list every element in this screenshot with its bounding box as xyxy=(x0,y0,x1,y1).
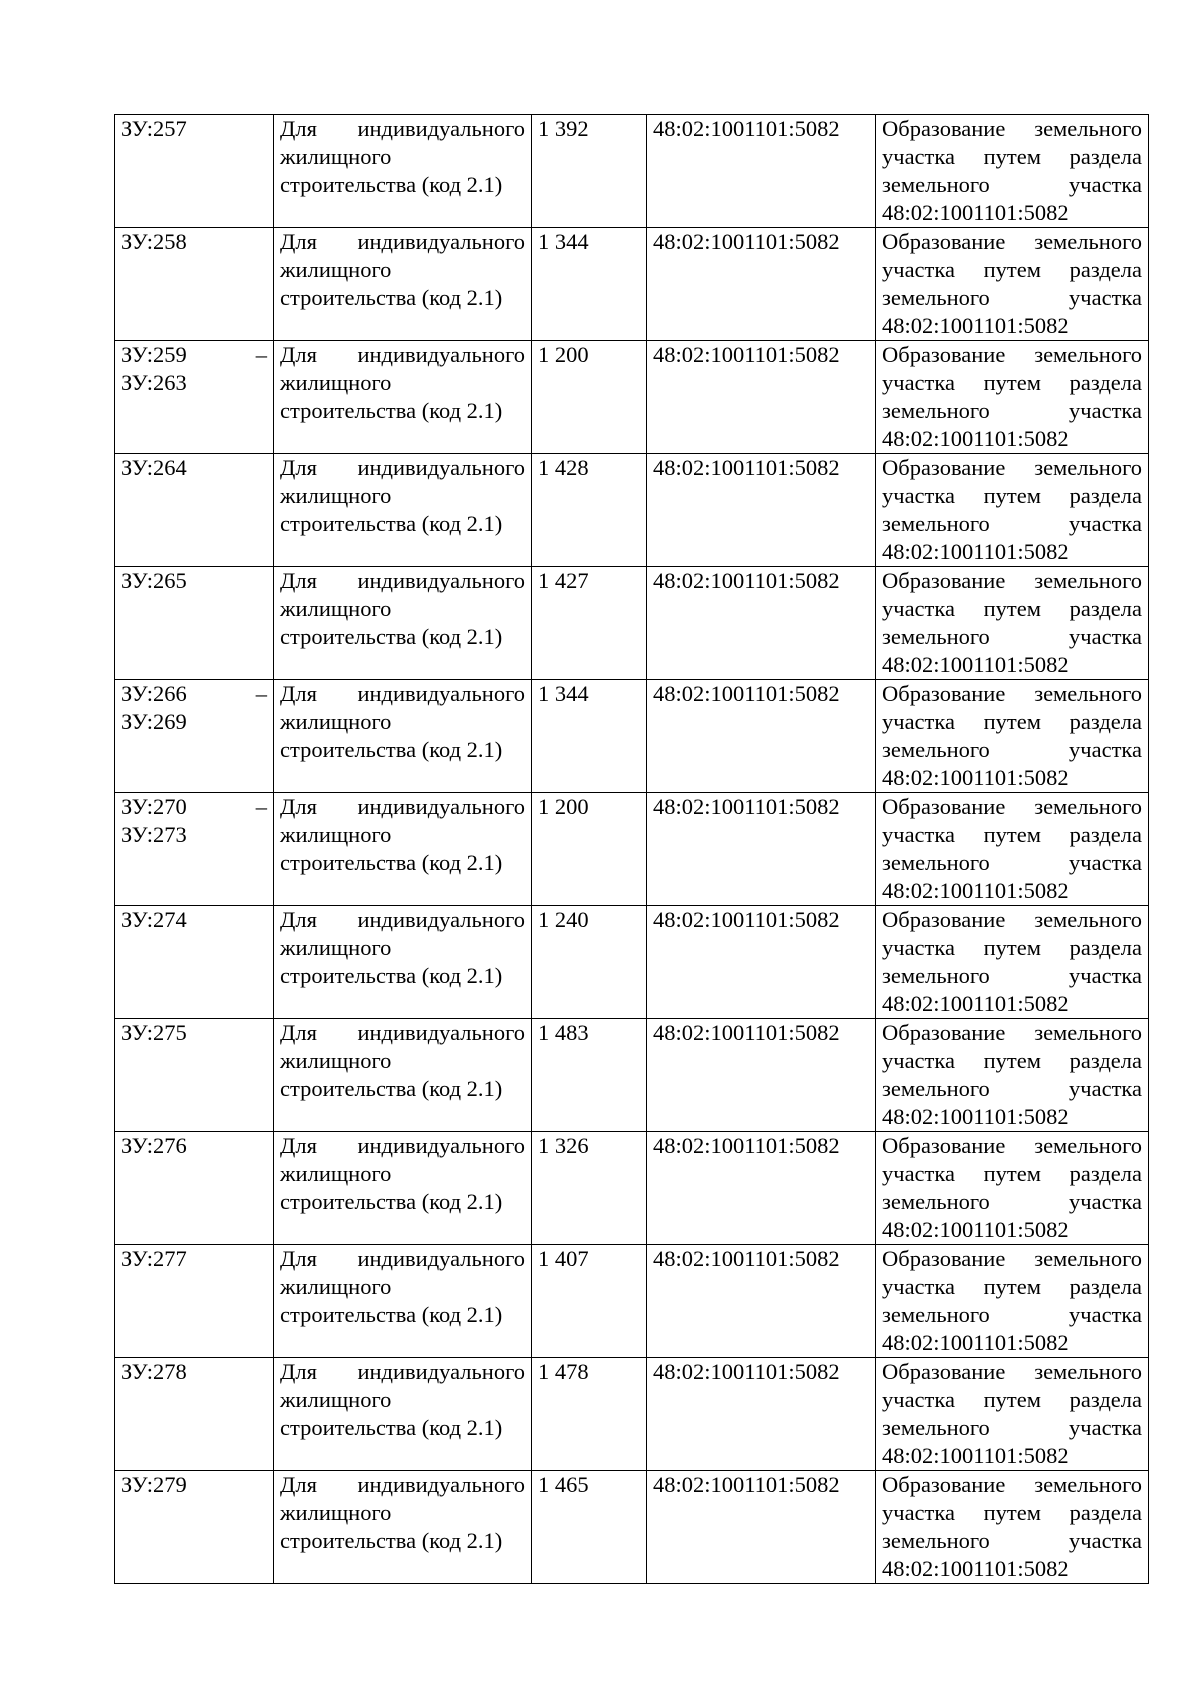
area-value: 1 240 xyxy=(538,907,589,932)
method-b1: участка xyxy=(882,1048,955,1073)
plot-id: ЗУ:264 xyxy=(121,455,187,480)
method-b3: раздела xyxy=(1069,370,1142,395)
use-line-2: жилищного xyxy=(280,709,392,734)
method-d: 48:02:1001101:5082 xyxy=(882,878,1069,903)
use-line-3: строительства (код 2.1) xyxy=(280,1076,503,1101)
method-b2: путем xyxy=(983,822,1041,847)
area-cell xyxy=(532,115,647,228)
use-line-2: жилищного xyxy=(280,483,392,508)
area-cell xyxy=(532,680,647,793)
use-line-2: жилищного xyxy=(280,257,392,282)
method-b1: участка xyxy=(882,709,955,734)
area-value: 1 200 xyxy=(538,342,589,367)
area-value: 1 344 xyxy=(538,681,589,706)
method-b3: раздела xyxy=(1069,1274,1142,1299)
table-row xyxy=(115,454,1149,567)
use-word-1: Для xyxy=(280,229,317,254)
method-c1: земельного xyxy=(882,624,990,649)
method-b2: путем xyxy=(983,370,1041,395)
use-word-1: Для xyxy=(280,568,317,593)
method-a2: земельного xyxy=(1034,342,1142,367)
plot-id: ЗУ:258 xyxy=(121,229,187,254)
use-word-1: Для xyxy=(280,1359,317,1384)
method-c2: участка xyxy=(1069,1528,1142,1553)
plot-id: ЗУ:259 xyxy=(121,342,187,367)
method-c1: земельного xyxy=(882,398,990,423)
plot-id-cell xyxy=(115,906,274,1019)
method-c2: участка xyxy=(1069,511,1142,536)
formation-method-cell xyxy=(876,1245,1149,1358)
method-b2: путем xyxy=(983,1500,1041,1525)
use-line-3: строительства (код 2.1) xyxy=(280,172,503,197)
area-value: 1 483 xyxy=(538,1020,589,1045)
permitted-use-cell xyxy=(274,567,532,680)
method-c2: участка xyxy=(1069,1189,1142,1214)
method-c2: участка xyxy=(1069,285,1142,310)
plot-id-end: ЗУ:269 xyxy=(121,709,187,734)
formation-method-cell xyxy=(876,1358,1149,1471)
cadastral-number-cell xyxy=(647,1358,876,1471)
method-b3: раздела xyxy=(1069,822,1142,847)
cadastral-number-cell xyxy=(647,1132,876,1245)
plot-id-cell xyxy=(115,341,274,454)
use-word-2: индивидуального xyxy=(357,1472,525,1497)
method-b1: участка xyxy=(882,596,955,621)
formation-method-cell xyxy=(876,341,1149,454)
area-cell xyxy=(532,341,647,454)
method-b2: путем xyxy=(983,144,1041,169)
area-cell xyxy=(532,1358,647,1471)
plot-id: ЗУ:270 xyxy=(121,794,187,819)
cadastral-number: 48:02:1001101:5082 xyxy=(653,342,840,367)
cadastral-number-cell xyxy=(647,115,876,228)
method-a1: Образование xyxy=(882,1020,1006,1045)
plot-id: ЗУ:278 xyxy=(121,1359,187,1384)
area-cell xyxy=(532,454,647,567)
use-line-3: строительства (код 2.1) xyxy=(280,850,503,875)
use-word-2: индивидуального xyxy=(357,116,525,141)
plot-id: ЗУ:275 xyxy=(121,1020,187,1045)
method-a2: земельного xyxy=(1034,455,1142,480)
formation-method-cell xyxy=(876,680,1149,793)
cadastral-number: 48:02:1001101:5082 xyxy=(653,1246,840,1271)
cadastral-number-cell xyxy=(647,680,876,793)
method-a2: земельного xyxy=(1034,568,1142,593)
use-line-3: строительства (код 2.1) xyxy=(280,1189,503,1214)
area-value: 1 465 xyxy=(538,1472,589,1497)
method-c1: земельного xyxy=(882,172,990,197)
cadastral-number: 48:02:1001101:5082 xyxy=(653,794,840,819)
method-a2: земельного xyxy=(1034,794,1142,819)
area-value: 1 478 xyxy=(538,1359,589,1384)
method-d: 48:02:1001101:5082 xyxy=(882,1443,1069,1468)
table-row xyxy=(115,680,1149,793)
use-line-3: строительства (код 2.1) xyxy=(280,624,503,649)
cadastral-number-cell xyxy=(647,341,876,454)
plot-id-cell xyxy=(115,115,274,228)
method-b1: участка xyxy=(882,822,955,847)
use-line-2: жилищного xyxy=(280,596,392,621)
use-line-2: жилищного xyxy=(280,935,392,960)
method-a1: Образование xyxy=(882,1133,1006,1158)
use-line-3: строительства (код 2.1) xyxy=(280,963,503,988)
cadastral-number: 48:02:1001101:5082 xyxy=(653,568,840,593)
permitted-use-cell xyxy=(274,454,532,567)
method-b3: раздела xyxy=(1069,1161,1142,1186)
method-b2: путем xyxy=(983,1161,1041,1186)
method-c1: земельного xyxy=(882,1528,990,1553)
use-line-2: жилищного xyxy=(280,1274,392,1299)
use-word-1: Для xyxy=(280,342,317,367)
area-cell xyxy=(532,906,647,1019)
permitted-use-cell xyxy=(274,228,532,341)
area-cell xyxy=(532,1471,647,1584)
use-word-1: Для xyxy=(280,1246,317,1271)
method-c2: участка xyxy=(1069,1302,1142,1327)
use-line-2: жилищного xyxy=(280,144,392,169)
table-row xyxy=(115,115,1149,228)
table-row xyxy=(115,1471,1149,1584)
method-c1: земельного xyxy=(882,850,990,875)
cadastral-number: 48:02:1001101:5082 xyxy=(653,116,840,141)
method-a2: земельного xyxy=(1034,907,1142,932)
method-a1: Образование xyxy=(882,1472,1006,1497)
cadastral-number: 48:02:1001101:5082 xyxy=(653,1472,840,1497)
method-b2: путем xyxy=(983,1274,1041,1299)
formation-method-cell xyxy=(876,793,1149,906)
use-word-2: индивидуального xyxy=(357,1133,525,1158)
method-a2: земельного xyxy=(1034,1020,1142,1045)
cadastral-number: 48:02:1001101:5082 xyxy=(653,455,840,480)
use-line-3: строительства (код 2.1) xyxy=(280,737,503,762)
cadastral-number: 48:02:1001101:5082 xyxy=(653,681,840,706)
method-d: 48:02:1001101:5082 xyxy=(882,765,1069,790)
cadastral-number-cell xyxy=(647,1471,876,1584)
plot-id-cell xyxy=(115,1132,274,1245)
area-cell xyxy=(532,1245,647,1358)
formation-method-cell xyxy=(876,1132,1149,1245)
formation-method-cell xyxy=(876,228,1149,341)
method-a1: Образование xyxy=(882,907,1006,932)
permitted-use-cell xyxy=(274,341,532,454)
method-b3: раздела xyxy=(1069,709,1142,734)
cadastral-number: 48:02:1001101:5082 xyxy=(653,1133,840,1158)
area-cell xyxy=(532,793,647,906)
method-d: 48:02:1001101:5082 xyxy=(882,313,1069,338)
land-plots-table xyxy=(114,114,1149,1584)
method-b3: раздела xyxy=(1069,257,1142,282)
formation-method-cell xyxy=(876,567,1149,680)
permitted-use-cell xyxy=(274,793,532,906)
method-d: 48:02:1001101:5082 xyxy=(882,1330,1069,1355)
use-word-1: Для xyxy=(280,116,317,141)
use-word-1: Для xyxy=(280,794,317,819)
permitted-use-cell xyxy=(274,680,532,793)
method-a1: Образование xyxy=(882,342,1006,367)
formation-method-cell xyxy=(876,454,1149,567)
method-b1: участка xyxy=(882,1161,955,1186)
method-c1: земельного xyxy=(882,1415,990,1440)
cadastral-number-cell xyxy=(647,454,876,567)
use-word-1: Для xyxy=(280,907,317,932)
use-word-2: индивидуального xyxy=(357,568,525,593)
method-b1: участка xyxy=(882,935,955,960)
method-b2: путем xyxy=(983,596,1041,621)
area-value: 1 200 xyxy=(538,794,589,819)
use-line-2: жилищного xyxy=(280,1387,392,1412)
use-word-2: индивидуального xyxy=(357,794,525,819)
method-d: 48:02:1001101:5082 xyxy=(882,991,1069,1016)
method-c2: участка xyxy=(1069,1415,1142,1440)
use-word-1: Для xyxy=(280,1020,317,1045)
plot-id: ЗУ:257 xyxy=(121,116,187,141)
use-word-2: индивидуального xyxy=(357,907,525,932)
area-value: 1 428 xyxy=(538,455,589,480)
plot-id-cell xyxy=(115,680,274,793)
method-b2: путем xyxy=(983,257,1041,282)
area-value: 1 344 xyxy=(538,229,589,254)
method-b2: путем xyxy=(983,935,1041,960)
use-word-2: индивидуального xyxy=(357,1359,525,1384)
method-a1: Образование xyxy=(882,794,1006,819)
use-line-2: жилищного xyxy=(280,822,392,847)
plot-id-cell xyxy=(115,454,274,567)
method-d: 48:02:1001101:5082 xyxy=(882,652,1069,677)
table-row xyxy=(115,1019,1149,1132)
use-word-2: индивидуального xyxy=(357,342,525,367)
method-a2: земельного xyxy=(1034,1246,1142,1271)
table-row xyxy=(115,228,1149,341)
use-line-2: жилищного xyxy=(280,1500,392,1525)
table-row xyxy=(115,793,1149,906)
plot-id-cell xyxy=(115,793,274,906)
method-c2: участка xyxy=(1069,624,1142,649)
use-word-2: индивидуального xyxy=(357,229,525,254)
plot-id-cell xyxy=(115,567,274,680)
use-line-2: жилищного xyxy=(280,1048,392,1073)
method-d: 48:02:1001101:5082 xyxy=(882,1556,1069,1581)
area-value: 1 427 xyxy=(538,568,589,593)
plot-id: ЗУ:265 xyxy=(121,568,187,593)
table-row xyxy=(115,341,1149,454)
area-cell xyxy=(532,228,647,341)
method-a2: земельного xyxy=(1034,1359,1142,1384)
use-word-1: Для xyxy=(280,681,317,706)
formation-method-cell xyxy=(876,906,1149,1019)
use-line-3: строительства (код 2.1) xyxy=(280,1528,503,1553)
method-b3: раздела xyxy=(1069,1387,1142,1412)
range-dash: – xyxy=(255,794,267,819)
method-d: 48:02:1001101:5082 xyxy=(882,200,1069,225)
area-cell xyxy=(532,567,647,680)
method-a2: земельного xyxy=(1034,229,1142,254)
plot-id-cell xyxy=(115,1245,274,1358)
method-b3: раздела xyxy=(1069,483,1142,508)
method-b1: участка xyxy=(882,257,955,282)
method-c2: участка xyxy=(1069,963,1142,988)
method-b3: раздела xyxy=(1069,144,1142,169)
method-a1: Образование xyxy=(882,116,1006,141)
method-c1: земельного xyxy=(882,1076,990,1101)
method-a2: земельного xyxy=(1034,1133,1142,1158)
plot-id-cell xyxy=(115,1358,274,1471)
method-c2: участка xyxy=(1069,1076,1142,1101)
area-value: 1 407 xyxy=(538,1246,589,1271)
plot-id-end: ЗУ:273 xyxy=(121,822,187,847)
table-row xyxy=(115,1245,1149,1358)
method-a1: Образование xyxy=(882,1246,1006,1271)
cadastral-number: 48:02:1001101:5082 xyxy=(653,1020,840,1045)
use-line-3: строительства (код 2.1) xyxy=(280,511,503,536)
cadastral-number-cell xyxy=(647,906,876,1019)
method-c1: земельного xyxy=(882,285,990,310)
method-a1: Образование xyxy=(882,568,1006,593)
method-c1: земельного xyxy=(882,1302,990,1327)
table-row xyxy=(115,906,1149,1019)
use-word-1: Для xyxy=(280,1133,317,1158)
plot-id-cell xyxy=(115,228,274,341)
method-b1: участка xyxy=(882,1274,955,1299)
method-c1: земельного xyxy=(882,511,990,536)
method-b3: раздела xyxy=(1069,596,1142,621)
cadastral-number-cell xyxy=(647,567,876,680)
method-b2: путем xyxy=(983,1048,1041,1073)
method-b1: участка xyxy=(882,370,955,395)
method-c2: участка xyxy=(1069,398,1142,423)
method-b2: путем xyxy=(983,709,1041,734)
cadastral-number: 48:02:1001101:5082 xyxy=(653,229,840,254)
use-line-3: строительства (код 2.1) xyxy=(280,1302,503,1327)
plot-id-end: ЗУ:263 xyxy=(121,370,187,395)
method-d: 48:02:1001101:5082 xyxy=(882,1104,1069,1129)
method-d: 48:02:1001101:5082 xyxy=(882,426,1069,451)
plot-id-cell xyxy=(115,1019,274,1132)
method-c1: земельного xyxy=(882,1189,990,1214)
method-c2: участка xyxy=(1069,850,1142,875)
use-word-2: индивидуального xyxy=(357,455,525,480)
plot-id: ЗУ:279 xyxy=(121,1472,187,1497)
cadastral-number-cell xyxy=(647,228,876,341)
cadastral-number-cell xyxy=(647,1019,876,1132)
cadastral-number-cell xyxy=(647,1245,876,1358)
method-b1: участка xyxy=(882,144,955,169)
use-word-2: индивидуального xyxy=(357,681,525,706)
plot-id: ЗУ:277 xyxy=(121,1246,187,1271)
method-b3: раздела xyxy=(1069,1048,1142,1073)
cadastral-number: 48:02:1001101:5082 xyxy=(653,907,840,932)
permitted-use-cell xyxy=(274,1132,532,1245)
method-a1: Образование xyxy=(882,681,1006,706)
table-row xyxy=(115,567,1149,680)
use-line-2: жилищного xyxy=(280,370,392,395)
use-word-2: индивидуального xyxy=(357,1020,525,1045)
method-a1: Образование xyxy=(882,455,1006,480)
permitted-use-cell xyxy=(274,1471,532,1584)
method-a1: Образование xyxy=(882,1359,1006,1384)
plot-id: ЗУ:276 xyxy=(121,1133,187,1158)
use-line-3: строительства (код 2.1) xyxy=(280,398,503,423)
area-cell xyxy=(532,1019,647,1132)
formation-method-cell xyxy=(876,115,1149,228)
use-line-3: строительства (код 2.1) xyxy=(280,285,503,310)
use-word-1: Для xyxy=(280,455,317,480)
table-body xyxy=(115,115,1149,1584)
table-row xyxy=(115,1132,1149,1245)
use-word-1: Для xyxy=(280,1472,317,1497)
formation-method-cell xyxy=(876,1019,1149,1132)
method-b2: путем xyxy=(983,483,1041,508)
method-b3: раздела xyxy=(1069,935,1142,960)
method-b1: участка xyxy=(882,1387,955,1412)
method-c2: участка xyxy=(1069,737,1142,762)
permitted-use-cell xyxy=(274,1019,532,1132)
range-dash: – xyxy=(255,342,267,367)
plot-id: ЗУ:266 xyxy=(121,681,187,706)
plot-id: ЗУ:274 xyxy=(121,907,187,932)
method-a2: земельного xyxy=(1034,681,1142,706)
method-b1: участка xyxy=(882,483,955,508)
method-a1: Образование xyxy=(882,229,1006,254)
permitted-use-cell xyxy=(274,1358,532,1471)
cadastral-number-cell xyxy=(647,793,876,906)
range-dash: – xyxy=(255,681,267,706)
cadastral-number: 48:02:1001101:5082 xyxy=(653,1359,840,1384)
method-d: 48:02:1001101:5082 xyxy=(882,1217,1069,1242)
use-word-2: индивидуального xyxy=(357,1246,525,1271)
area-value: 1 392 xyxy=(538,116,589,141)
method-a2: земельного xyxy=(1034,1472,1142,1497)
use-line-2: жилищного xyxy=(280,1161,392,1186)
method-b1: участка xyxy=(882,1500,955,1525)
method-d: 48:02:1001101:5082 xyxy=(882,539,1069,564)
permitted-use-cell xyxy=(274,906,532,1019)
method-c1: земельного xyxy=(882,737,990,762)
method-b3: раздела xyxy=(1069,1500,1142,1525)
table-row xyxy=(115,1358,1149,1471)
area-cell xyxy=(532,1132,647,1245)
formation-method-cell xyxy=(876,1471,1149,1584)
use-line-3: строительства (код 2.1) xyxy=(280,1415,503,1440)
method-c1: земельного xyxy=(882,963,990,988)
permitted-use-cell xyxy=(274,115,532,228)
method-c2: участка xyxy=(1069,172,1142,197)
method-b2: путем xyxy=(983,1387,1041,1412)
permitted-use-cell xyxy=(274,1245,532,1358)
plot-id-cell xyxy=(115,1471,274,1584)
method-a2: земельного xyxy=(1034,116,1142,141)
area-value: 1 326 xyxy=(538,1133,589,1158)
